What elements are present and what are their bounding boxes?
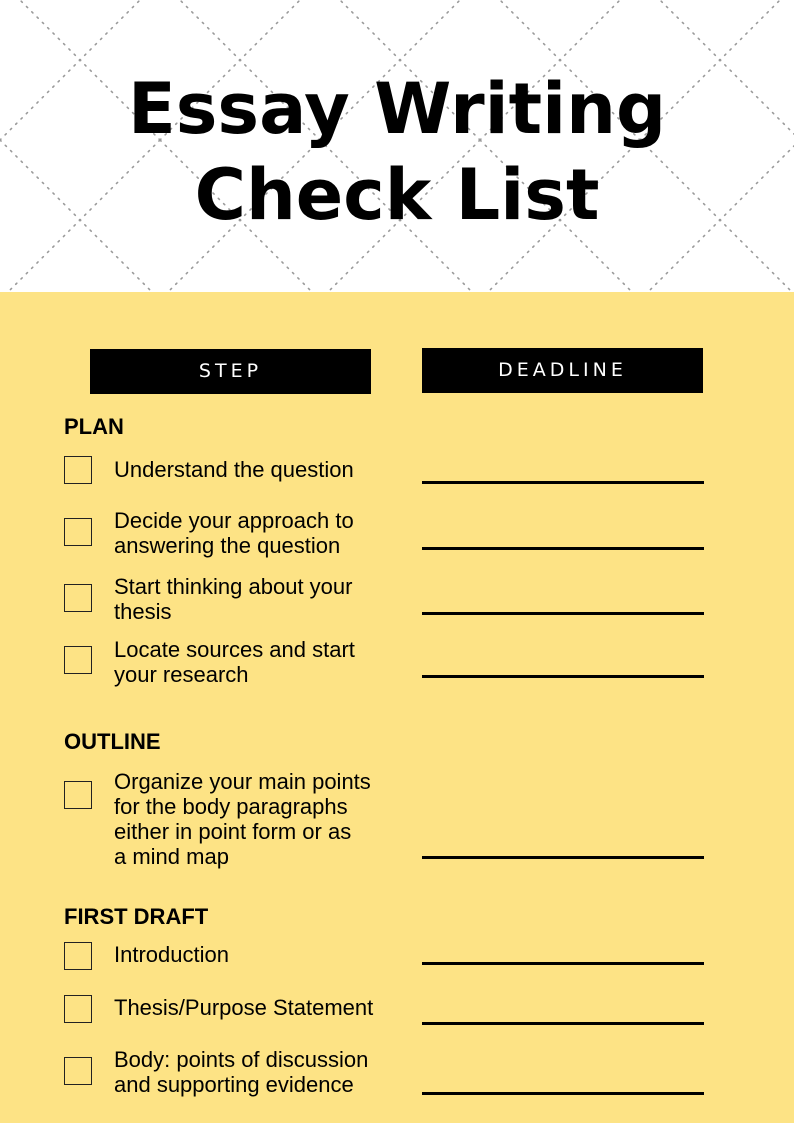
item-label: Start thinking about your thesis	[114, 574, 353, 624]
checkbox-decide-approach[interactable]	[64, 518, 92, 546]
section-heading-first-draft: FIRST DRAFT	[64, 904, 209, 929]
checkbox-thesis[interactable]	[64, 584, 92, 612]
deadline-line[interactable]	[422, 675, 704, 678]
deadline-line[interactable]	[422, 612, 704, 615]
checkbox-introduction[interactable]	[64, 942, 92, 970]
item-label: Understand the question	[114, 457, 354, 482]
item-label: Body: points of discussion and supporting evidence	[114, 1047, 369, 1097]
header	[0, 0, 794, 292]
checkbox-body[interactable]	[64, 1057, 92, 1085]
checkbox-organize-points[interactable]	[64, 781, 92, 809]
title-line-2: Check List	[194, 154, 600, 236]
deadline-column-header: DEADLINE	[422, 348, 703, 393]
item-label: Organize your main points for the body paragraphs either in point form or as a mind map	[114, 769, 371, 869]
item-label: Decide your approach to answering the question	[114, 508, 354, 558]
step-column-header: STEP	[90, 349, 371, 394]
deadline-line[interactable]	[422, 481, 704, 484]
deadline-line[interactable]	[422, 547, 704, 550]
section-heading-outline: OUTLINE	[64, 729, 161, 754]
checklist-body	[0, 292, 794, 1123]
deadline-line[interactable]	[422, 1092, 704, 1095]
checkbox-thesis-statement[interactable]	[64, 995, 92, 1023]
item-label: Thesis/Purpose Statement	[114, 995, 374, 1020]
title-line-1: Essay Writing	[127, 68, 667, 150]
deadline-line[interactable]	[422, 962, 704, 965]
item-label: Introduction	[114, 942, 229, 967]
deadline-line[interactable]	[422, 856, 704, 859]
checkbox-locate-sources[interactable]	[64, 646, 92, 674]
checkbox-understand-question[interactable]	[64, 456, 92, 484]
deadline-line[interactable]	[422, 1022, 704, 1025]
section-heading-plan: PLAN	[64, 414, 124, 439]
page-title	[0, 66, 794, 238]
item-label: Locate sources and start your research	[114, 637, 355, 687]
